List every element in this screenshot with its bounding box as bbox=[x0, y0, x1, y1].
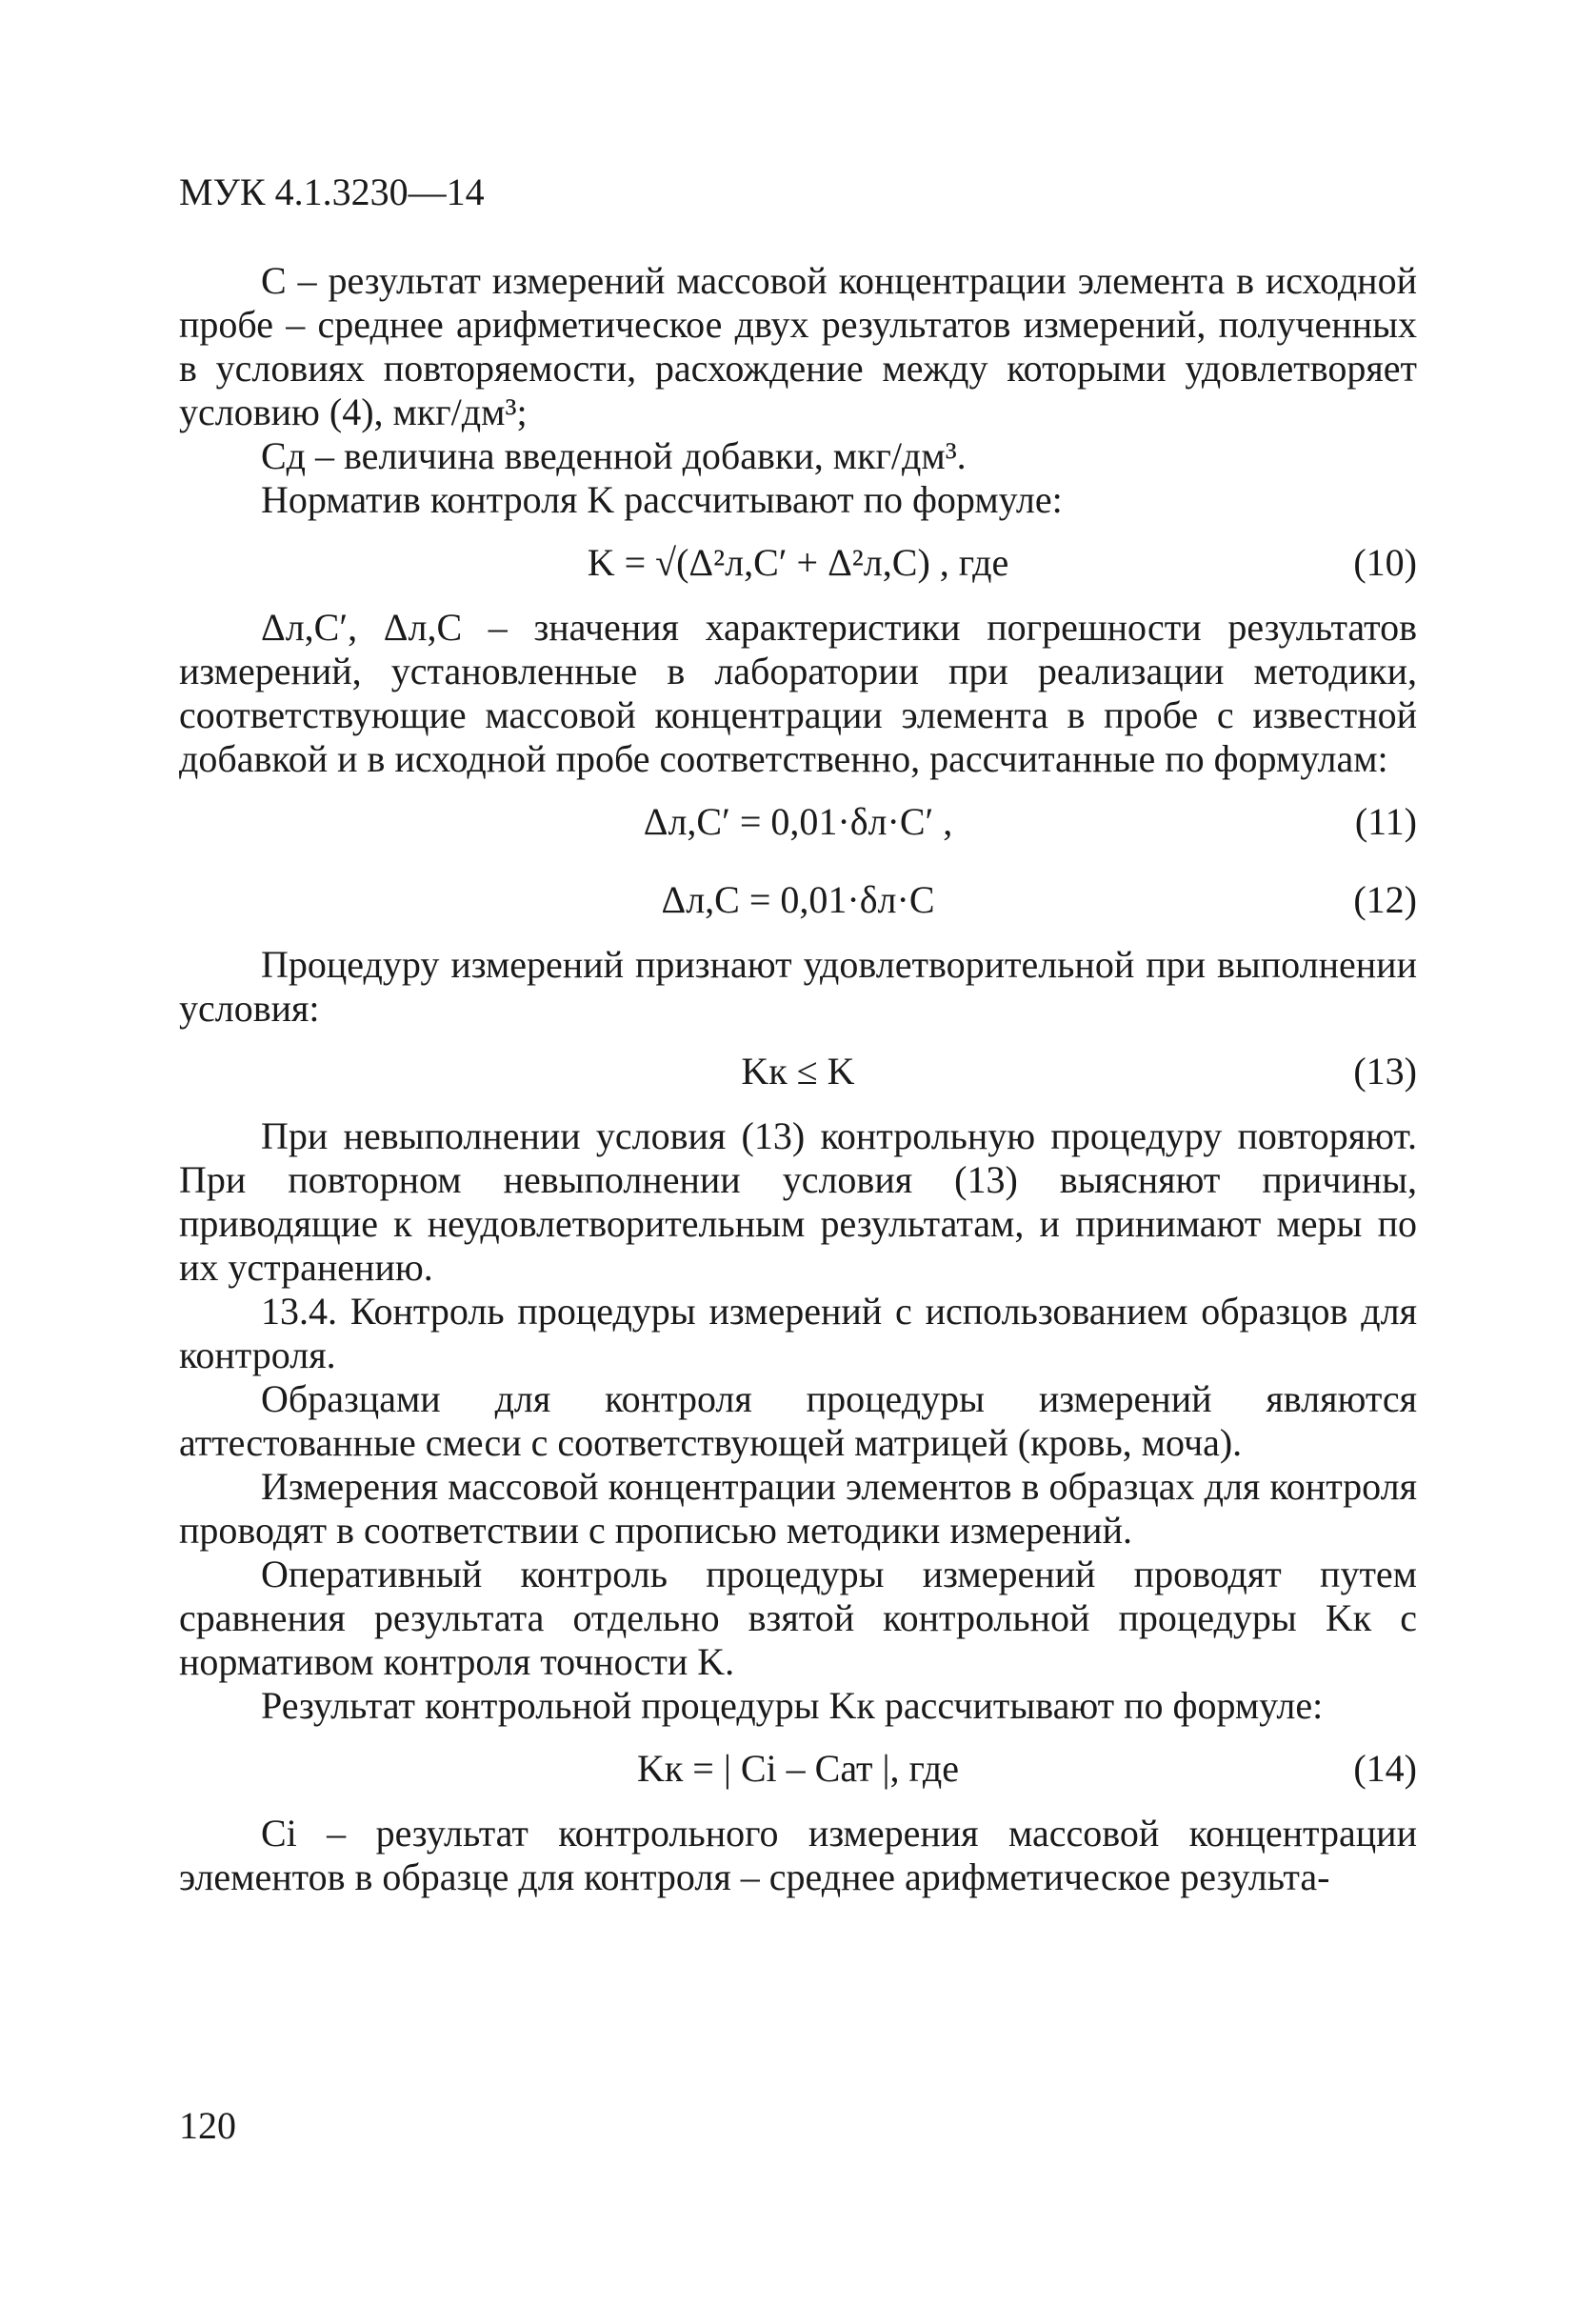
formula-11-number: (11) bbox=[1354, 800, 1417, 843]
paragraph-ci-definition: Ci – результат контрольного измерения массовой концентрации элементов в образце для контроля – среднее арифметическое результа- bbox=[179, 1812, 1417, 1898]
formula-10-expression: K = √(Δ²л,C′ + Δ²л,C) , где bbox=[587, 541, 1009, 584]
page-body bbox=[179, 259, 1417, 1899]
formula-13-number: (13) bbox=[1353, 1050, 1417, 1093]
formula-14 bbox=[179, 1734, 1417, 1806]
formula-14-expression: Kк = | Ci – Cат |, где bbox=[636, 1747, 960, 1790]
paragraph-k-intro: Норматив контроля K рассчитывают по формуле: bbox=[261, 478, 1063, 521]
paragraph-kk-intro: Результат контрольной процедуры Kк рассчитывают по формуле: bbox=[261, 1684, 1324, 1727]
formula-11-expression: Δл,C′ = 0,01·δл·C′ , bbox=[643, 800, 953, 843]
formula-14-number: (14) bbox=[1353, 1747, 1417, 1790]
paragraph-operative-control: Оперативный контроль процедуры измерений проводят путем сравнения результата отдельно взятой контрольной процедуры Kк с нормативом контроля точности K. bbox=[179, 1553, 1417, 1683]
paragraph-section-13-4: 13.4. Контроль процедуры измерений с использованием образцов для контроля. bbox=[179, 1290, 1417, 1376]
formula-10-number: (10) bbox=[1353, 541, 1417, 584]
formula-12 bbox=[179, 865, 1417, 937]
paragraph-procedure-condition: Процедуру измерений признают удовлетворительной при выполнении условия: bbox=[179, 943, 1417, 1030]
formula-12-number: (12) bbox=[1353, 878, 1417, 921]
paragraph-measurements: Измерения массовой концентрации элементов в образцах для контроля проводят в соответствии с прописью методики измерений. bbox=[179, 1465, 1417, 1552]
paragraph-repeat-procedure: При невыполнении условия (13) контрольную процедуру повторяют. При повторном невыполнении условия (13) выясняют причины, приводящие к неудовлетворительным результатам, и принимают меры по их устранению. bbox=[179, 1114, 1417, 1289]
formula-10 bbox=[179, 528, 1417, 600]
paragraph-cd-definition: Cд – величина введенной добавки, мкг/дм³. bbox=[261, 434, 967, 477]
paragraph-c-definition: C – результат измерений массовой концентрации элемента в исходной пробе – среднее арифметическое двух результатов измерений, полученных в условиях повторяемости, расхождение между которыми удовлетворяет условию (4), мкг/дм³; bbox=[179, 259, 1417, 433]
page-number: 120 bbox=[179, 2104, 236, 2147]
formula-11 bbox=[179, 787, 1417, 859]
formula-13-expression: Kк ≤ K bbox=[741, 1050, 855, 1093]
paragraph-delta-definition: Δл,C′, Δл,C – значения характеристики погрешности результатов измерений, установленные в лаборатории при реализации методики, соответствующие массовой концентрации элемента в пробе с известной добавкой и в исходной пробе соответственно, рассчитанные по формулам: bbox=[179, 606, 1417, 780]
formula-13 bbox=[179, 1036, 1417, 1109]
paragraph-control-samples: Образцами для контроля процедуры измерений являются аттестованные смеси с соответствующей матрицей (кровь, моча). bbox=[179, 1377, 1417, 1464]
formula-12-expression: Δл,C = 0,01·δл·C bbox=[661, 878, 935, 921]
running-header: МУК 4.1.3230—14 bbox=[179, 170, 485, 213]
